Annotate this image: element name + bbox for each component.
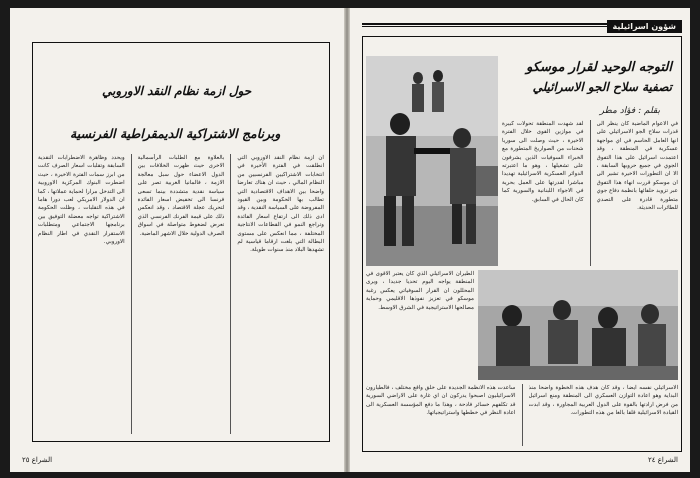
left-page — [10, 8, 344, 472]
right-folio: الشراع ٢٤ — [647, 456, 678, 464]
column-divider — [230, 154, 231, 434]
left-article-columns — [38, 154, 324, 434]
right-bottom-columns — [366, 384, 678, 446]
left-column-2: بالعلاوة مع الطلبات الرأسمالية الاخرى حيث ظهرت الخلافات بين الدول الاعضاء حول سبل معالجة الازمة ، فالمانيا الغربية تصر على سياسة نقدية متشددة بينما تسعى فرنسا الى تخفيض اسعار الفائدة لتحريك عجلة الاقتصاد ، وقد انعكس ذلك على قيمة الفرنك الفرنسي الذي تعرض لضغوط متواصلة في اسواق الصرف الدولية خلال الاشهر الماضية. — [137, 155, 225, 237]
left-folio: الشراع ٢٥ — [22, 456, 53, 464]
pilots-photo — [478, 270, 678, 380]
right-headline-primary: التوجه الوحيد لقرار موسكو — [526, 60, 672, 75]
header-rule — [362, 23, 612, 27]
column-divider — [522, 384, 523, 446]
right-article-columns — [502, 120, 678, 266]
right-page — [350, 8, 690, 472]
column-divider — [131, 154, 132, 434]
soldiers-photo — [366, 56, 498, 266]
left-column-1: ان ازمة نظام النقد الاوروبي التي انطلقت في الفترة الأخيرة في انتخابات الاشتراكيين الفرنسيين من النظام المالي ، حيث ان هناك تعارضا واضحا بين الاهداف الاقتصادية التي تطالب بها الحكومة وبين القيود المفروضة على السياسة النقدية ، وقد ادى ذلك الى ارتفاع اسعار الفائدة وتراجع النمو في القطاعات الانتاجية المختلفة ، مما انعكس على مستوى البطالة التي بلغت ارقاما قياسية لم تشهدها البلاد منذ سنوات طويلة. — [237, 155, 324, 254]
byline: بقلم : فؤاد مطر — [599, 106, 660, 116]
right-mid-columns — [366, 270, 474, 382]
right-bottom-column-1: الاسرائيلي نفسه ايضا ، وقد كان هدف هذه الخطوة واضحا منذ البداية وهو اعادة التوازن العسكري الى المنطقة ومنع اسرائيل من فرض ارادتها بالقوة على الدول العربية المجاورة ، وقد ابدت القيادة الاسرائيلية قلقا بالغا من هذه التطورات. — [528, 385, 678, 417]
left-headline-secondary: وبرنامج الاشتراكية الديمقراطية الفرنسية — [70, 126, 281, 141]
section-tag: شؤون اسرائيلية — [607, 20, 682, 33]
right-column-2: لقد شهدت المنطقة تحولات كبيرة في موازين القوى خلال الفترة الاخيرة ، حيث وصلت الى سوريا شحنات من الصواريخ المتطورة مع الخبراء السوفيات الذين يشرفون على تشغيلها ، وهو ما اعتبرته الدوائر العسكرية الاسرائيلية تهديدا مباشرا لقدرتها على العمل بحرية في الاجواء اللبنانية والسورية كما كان الحال في السابق. — [502, 121, 584, 203]
left-column-3: ويحدد وظاهرة الاضطرابات النقدية السابقة وتقلبات اسعار الصرف كانت من ابرز سمات الفترة الاخيرة ، حيث اضطرت البنوك المركزية الاوروبية الى التدخل مرارا لحماية عملاتها ، كما ان الدولار الامريكي لعب دورا هاما في هذه التقلبات ، وظلت الحكومة الاشتراكية تواجه معضلة التوفيق بين برنامجها الاجتماعي ومتطلبات الاستقرار النقدي في اطار النظام الاوروبي. — [37, 155, 125, 246]
column-divider — [590, 120, 591, 266]
right-column-1: في الاعوام الماضية كان ينظر الى قدرات سلاح الجو الاسرائيلي على انها العامل الحاسم في اي مواجهة عسكرية في المنطقة ، وقد اعتمدت اسرائيل على هذا التفوق الجوي في جميع حروبها السابقة ، الا ان التطورات الاخيرة تشير الى ان موسكو قررت انهاء هذا التفوق عبر تزويد حلفائها بانظمة دفاع جوي متطورة قادرة على التصدي للطائرات الحديثة. — [596, 121, 678, 212]
right-bottom-column-2: ساعدت هذه الانظمة الجديدة على خلق واقع مختلف ، فالطيارون الاسرائيليون اصبحوا يدركون ان اي غارة على الاراضي السورية قد تكلفهم خسائر فادحة ، وهذا ما دفع المؤسسة العسكرية الى اعادة النظر في خططها واستراتيجياتها. — [366, 385, 516, 417]
left-headline-primary: حول ازمة نظام النقد الاوروبي — [102, 84, 252, 98]
right-headline-secondary: تصفية سلاح الجو الاسرائيلي — [532, 80, 672, 94]
right-mid-column: الطيران الاسرائيلي الذي كان يعتبر الاقوى في المنطقة يواجه اليوم تحديا جديدا ، ويرى المحللون ان القرار السوفياتي يعكس رغبة موسكو في تعزيز نفوذها الاقليمي وحماية مصالحها الاستراتيجية في الشرق الاوسط. — [366, 271, 474, 311]
